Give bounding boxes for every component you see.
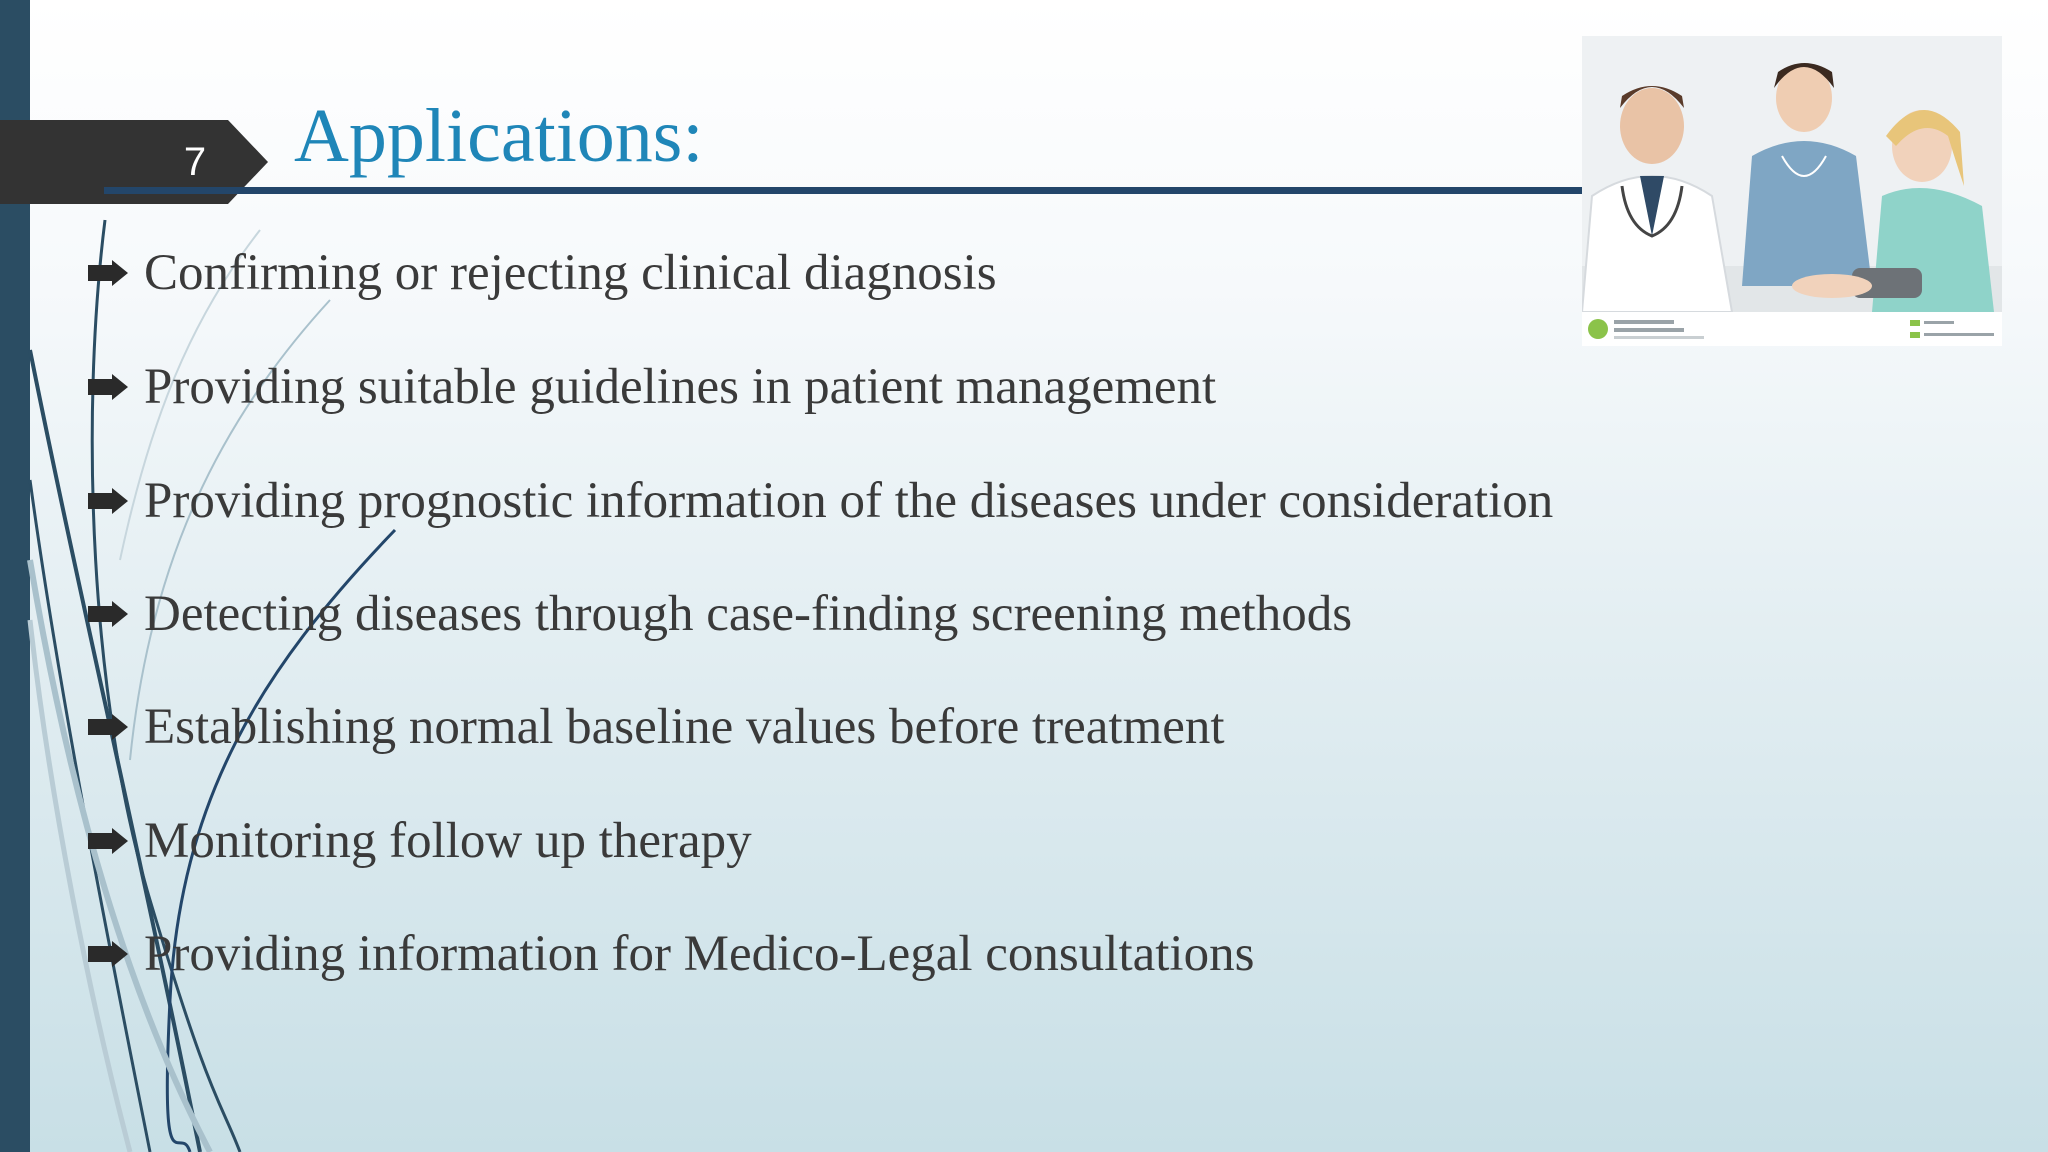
arrow-right-bullet-icon bbox=[88, 374, 128, 400]
arrow-right-bullet-icon bbox=[88, 714, 128, 740]
bullet-text: Providing information for Medico-Legal consultations bbox=[144, 926, 1255, 982]
bullet-text: Confirming or rejecting clinical diagnosis bbox=[144, 245, 997, 301]
bullet-text: Monitoring follow up therapy bbox=[144, 813, 752, 869]
slide-title: Applications: bbox=[294, 94, 704, 178]
arrow-right-bullet-icon bbox=[88, 488, 128, 514]
bullet-text: Detecting diseases through case-finding screening methods bbox=[144, 586, 1353, 642]
arrow-right-bullet-icon bbox=[88, 828, 128, 854]
bullet-text: Establishing normal baseline values before treatment bbox=[144, 699, 1225, 755]
bullet-text: Providing suitable guidelines in patient management bbox=[144, 359, 1217, 415]
bullet-text: Providing prognostic information of the diseases under consideration bbox=[144, 473, 1554, 529]
arrow-right-bullet-icon bbox=[88, 941, 128, 967]
doctor-nurse-patient-photo bbox=[1582, 36, 2002, 346]
arrow-right-bullet-icon bbox=[88, 260, 128, 286]
arrow-right-bullet-icon bbox=[88, 601, 128, 627]
title-underline bbox=[104, 187, 1582, 194]
slide-number: 7 bbox=[183, 140, 207, 184]
